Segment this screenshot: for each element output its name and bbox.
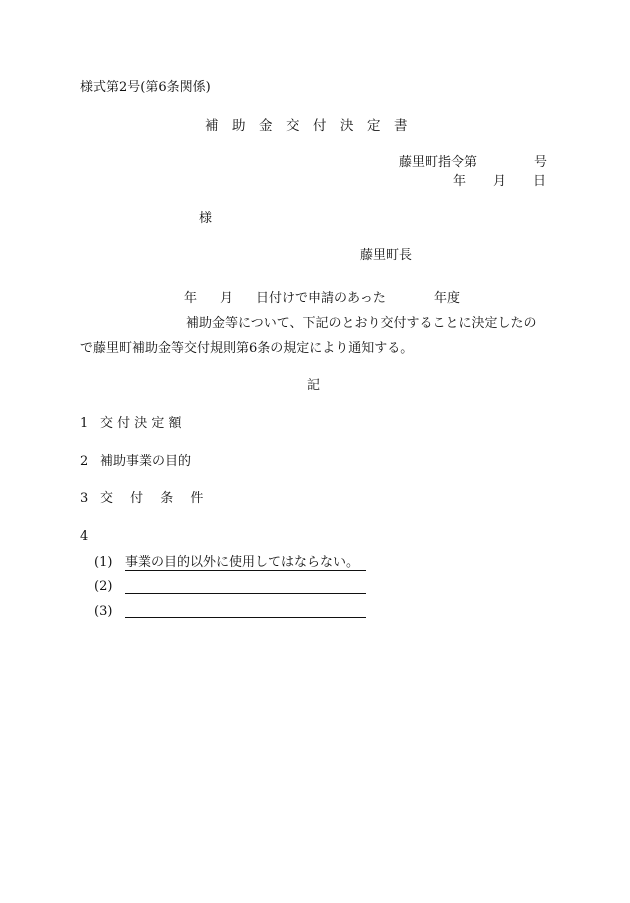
condition-3-blank-line xyxy=(125,617,366,618)
condition-1-text: 事業の目的以外に使用してはならない。 xyxy=(125,555,360,570)
condition-2-blank-line xyxy=(125,593,366,594)
issuer-title: 藤里町長 xyxy=(360,248,413,263)
addressee-suffix: 様 xyxy=(199,211,213,226)
item-2-number: 2 xyxy=(80,454,89,469)
form-number: 様式第2号(第6条関係) xyxy=(80,80,211,95)
document-title: 補 助 金 交 付 決 定 書 xyxy=(205,118,408,134)
item-2-label: 補助事業の目的 xyxy=(100,454,192,469)
condition-2-number: (2) xyxy=(94,579,113,594)
body-line1-month: 月 xyxy=(220,291,234,306)
directive-number-prefix: 藤里町指令第 xyxy=(399,155,478,170)
body-line1-fiscal: 年度 xyxy=(434,291,461,306)
condition-1-underline xyxy=(125,570,366,571)
item-3-label: 交 付 条 件 xyxy=(100,491,204,506)
item-1-label: 交 付 決 定 額 xyxy=(100,416,182,431)
condition-3-number: (3) xyxy=(94,604,113,619)
date-month: 月 xyxy=(493,174,507,189)
directive-number-suffix: 号 xyxy=(534,155,548,170)
item-1-number: 1 xyxy=(80,416,89,431)
condition-1-number: (1) xyxy=(94,555,113,570)
body-line3: で藤里町補助金等交付規則第6条の規定により通知する。 xyxy=(80,341,414,356)
date-year: 年 xyxy=(453,174,467,189)
item-3-number: 3 xyxy=(80,491,89,506)
body-line2: 補助金等について、下記のとおり交付することに決定したの xyxy=(186,316,537,331)
ki-heading: 記 xyxy=(307,378,321,393)
body-line1-rest: 日付けで申請のあった xyxy=(256,291,386,306)
item-4-number: 4 xyxy=(80,529,89,544)
date-day: 日 xyxy=(533,174,547,189)
body-line1-year: 年 xyxy=(184,291,198,306)
